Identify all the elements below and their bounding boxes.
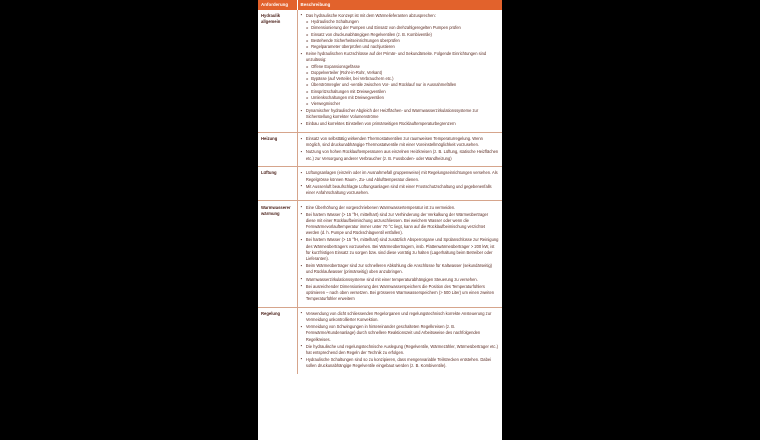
table-row xyxy=(258,307,502,374)
requirement-category: Heizung xyxy=(258,132,297,166)
list-item xyxy=(301,277,500,283)
requirement-category: Warmwassererwärmung xyxy=(258,201,297,307)
requirement-description xyxy=(297,167,502,201)
list-item xyxy=(301,149,500,161)
list-item-text: ▪ Keine hydraulischen Kurzschlüsse auf der Primär- und Sekundärseite. Folgende Einrichtungen sind unzulässig: xyxy=(305,51,487,63)
table-body xyxy=(258,10,502,374)
bullet-list xyxy=(301,170,500,196)
list-item-text: ▪ Hydraulische Schaltungen sind so zu konzipieren, dass mengenvariable Teilstrecken entstehen. Dabei sollen druckunabhängige Regelventile eingebaut werden (z. B. Kombiventile). xyxy=(305,356,492,369)
list-item xyxy=(301,205,500,211)
requirement-category: Hydraulik allgemein xyxy=(258,10,297,133)
list-item xyxy=(301,184,500,196)
list-item xyxy=(301,357,500,369)
sub-list-item: o Bypässe (auf Verteiler, bei Verbrauchern etc.) xyxy=(306,76,499,82)
requirement-description xyxy=(297,10,502,133)
table-header-row xyxy=(258,0,502,10)
bullet-list xyxy=(301,13,500,128)
table-row xyxy=(258,10,502,133)
table-header xyxy=(258,0,502,10)
document-page xyxy=(258,0,502,440)
list-item xyxy=(301,263,500,275)
list-item-text: ▪ Vermeidung von Schwingungen in hintereinander geschalteten Regelkreisen (z. B. Fernwärme/Kundenanlage) durch schnellere Reaktionszeit und Arbeitsweise des nachfolgenden Regelkreises. xyxy=(305,324,481,342)
list-item xyxy=(301,136,500,148)
sub-list-item: o Bestehende Sicherheitseinrichtungen überprüfen xyxy=(306,38,499,44)
requirement-description xyxy=(297,201,502,307)
list-item-text: ▪ Einbau und korrektes Einstellen von primärseitigen Rücklauftemperaturbegrenzern xyxy=(305,121,456,127)
bullet-list xyxy=(301,311,500,370)
table-row xyxy=(258,132,502,166)
list-item-text: ▪ Bei ausreichender Dimensionierung des Warmwasserspeichers die Position des Temperaturfühlers optimieren – nach oben versetzen. Bei grösseren Warmwasserspeichern (> 500 Liter) um einen zweiten Temperaturfühler erweitern xyxy=(305,283,495,302)
list-item xyxy=(301,121,500,127)
list-item-text: ▪ Verwendung von dicht schliessenden Regelorganen und regelungstechnisch korrekte Ansteuerung zur Vermeidung unkontrollierter Konvektion. xyxy=(305,310,492,322)
list-item-text: ▪ Warmwasserzirkulationssysteme sind mit einer temperaturabhängigen Steuerung zu versehen. xyxy=(305,276,478,282)
sub-list-item: o Regelparameter überprüfen und nachjustieren xyxy=(306,44,499,50)
list-item-text: ▪ Dynamischer hydraulischer Abgleich der Heizflächen- und Warmwasserzirkulationssysteme zur Sicherstellung korrekter Volumenströme xyxy=(305,108,479,120)
list-item-text: ▪ Bei hartem Wasser (> 15 °fH, mittelhart) sind zur Verhinderung der Verkalkung der Wärmeübertrager diese mit einer Rücklaufbeimischung anzuschliessen. Bei weichem Wasser oder wenn die Fernwärmevorlauftemperatur immer unter 70 °C liegt, kann auf die Rücklaufbeimischung verzichtet werden (d. h. Pumpe und Rückschlagventil entfallen). xyxy=(305,211,489,236)
list-item xyxy=(301,324,500,343)
requirement-description xyxy=(297,307,502,374)
list-item xyxy=(301,212,500,237)
list-item-text: ▪ Eine Überhöhung der vorgeschriebenen Warmwassertemperatur ist zu vermeiden. xyxy=(305,204,456,210)
table-row xyxy=(258,201,502,307)
sub-list-item: o Doppelverteiler (Rohr-in-Rohr, Verkant) xyxy=(306,70,499,76)
list-item-text: ▪ Lüftungsanlagen (einzeln oder im Ausnahmefall gruppenweise) mit Regelungseinrichtungen versehen. Als Regelgrösse können Raum-, Zu- und Ablufttemperatur dienen. xyxy=(305,170,498,182)
bullet-list xyxy=(301,205,500,303)
list-item-text: ▪ Das hydraulische Konzept ist mit dem Wärmelieferanten abzusprechen: xyxy=(305,13,436,19)
list-item-text: ▪ Beim Wärmeübertrager sind zur schnelleren Abkühlung die Anschlüsse für Kaltwasser (sekundärseitig) und Rücklaufwasser (primärseitig) oben anzubringen. xyxy=(305,263,493,275)
requirement-category: Regelung xyxy=(258,307,297,374)
sub-bullet-list xyxy=(306,64,499,108)
list-item xyxy=(301,170,500,182)
list-item-text: ▪ Mit Aussenluft beaufschlagte Lüftungsanlagen sind mit einer Frostschutzschaltung und gegebenenfalls einer Anfahrschaltung vorzusehen. xyxy=(305,183,492,195)
requirements-table xyxy=(258,0,502,374)
requirement-category: Lüftung xyxy=(258,167,297,201)
list-item xyxy=(301,344,500,356)
list-item xyxy=(301,284,500,303)
list-item xyxy=(301,108,500,120)
table-row xyxy=(258,167,502,201)
sub-list-item: o Vierwegmischer xyxy=(306,101,499,107)
sub-list-item: o Hydraulische Schaltungen xyxy=(306,19,499,25)
sub-list-item: o Überströmregler und -ventile zwischen Vor- und Rücklauf nur in Ausnahmefällen xyxy=(306,82,499,88)
column-header-anforderung: Anforderung xyxy=(258,0,297,10)
sub-list-item: o Offene Expansionsgefässe xyxy=(306,64,499,70)
list-item-text: ▪ Einsatz von selbsttätig wirkenden Thermostatventilen zur raumweisen Temperaturregelung. Wenn möglich, sind druckunabhängige Thermostatventile mit einer Voreinstellmöglichkeit vorzusehen. xyxy=(305,136,483,148)
sub-list-item: o Einsatz von druckunabhängigen Regelventilen (z. B. Kombiventile) xyxy=(306,32,499,38)
list-item xyxy=(301,311,500,323)
sub-list-item: o Einspritzschaltungen mit Dreiwegventilen xyxy=(306,89,499,95)
column-header-beschreibung: Beschreibung xyxy=(297,0,502,10)
sub-bullet-list xyxy=(306,19,499,50)
requirement-description xyxy=(297,132,502,166)
sub-list-item: o Dimensionierung der Pumpen und Einsatz von drehzahlgeregelten Pumpen prüfen xyxy=(306,25,499,31)
list-item xyxy=(301,13,500,50)
list-item xyxy=(301,237,500,262)
list-item-text: ▪ Nutzung von hohen Rücklauftemperaturen aus einzelnen Heizkreisen (z. B. Lüftung, statische Heizflächen etc.) zur Versorgung anderer Verbraucher (z. B. Fussboden- oder Wandheizung) xyxy=(305,149,499,161)
list-item xyxy=(301,51,500,107)
bullet-list xyxy=(301,136,500,162)
sub-list-item: o Umlenkschaltungen mit Dreiwegventilen xyxy=(306,95,499,101)
list-item-text: ▪ Die hydraulische und regelungstechnische Auslegung (Regelventile, Wärmezähler, Wärmeübertrager etc.) hat entsprechend den Regeln der Technik zu erfolgen. xyxy=(305,343,498,355)
list-item-text: ▪ Bei hartem Wasser (> 15 °fH, mittelhart) sind zusätzlich Absperrorgane und Spülanschlüsse zur Reinigung des Wärmeübertragers vorzusehen. Bei Wärmeübertragern, insb. Plattenwärmeübertrager > 200 kW, ist für kurzfristigen Einsatz zu sorgen bzw. sind diese vorrätig zu halten (Lagerhaltung beim Betreiber oder Lieferanten). xyxy=(305,237,499,262)
